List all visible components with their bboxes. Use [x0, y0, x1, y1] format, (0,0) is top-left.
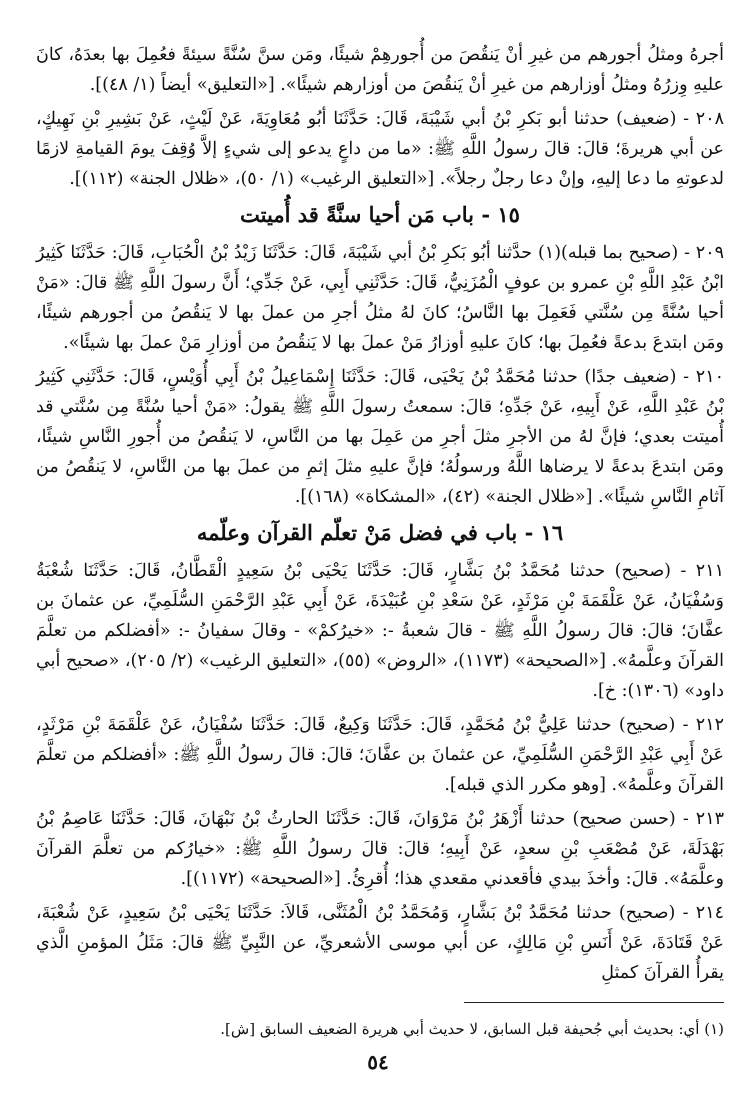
- hadith-209: ٢٠٩ - (صحيح بما قبله)(١) حدَّثنا أبُو بَكرِ بْنُ أبي شَيْبَةَ، قَالَ: حَدَّثَنَا زَيْدُ بْنُ الْحُبَابِ، قَالَ: حَدَّثَنَا كَثِيرُ ابْنُ عَبْدِ اللَّهِ بْنِ عمرو بن عوفٍ الْمُزَنِيُّ، قَالَ: حَدَّثَنِي أَبِي، عَنْ جَدِّي؛ أَنَّ رسولَ اللَّهِ ﷺ قالَ: «مَنْ أحيا سُنَّةً مِن سُنَّتي فَعَمِلَ بها النَّاسُ؛ كانَ لهُ مثلُ أجرِ من عملَ بها لا يَنقُصُ من أجورهم شيئًا، ومَن ابتدعَ بدعةً فعُمِلَ بها؛ كانَ عليهِ أوزارُ مَنْ عملَ بها لا يَنقُصُ من أوزارِ مَنْ عملَ بها شيئًا».: [36, 243, 724, 353]
- hadith-210: ٢١٠ - (ضعيف جدًا) حدثنا مُحَمَّدُ بْنُ يَحْيَى، قَالَ: حَدَّثَنَا إِسْمَاعِيلُ بْنُ أَبِي أُوَيْسٍ، قَالَ: حَدَّثَنِي كَثِيرُ بْنُ عَبْدِ اللَّهِ، عَنْ أَبِيهِ، عَنْ جَدِّهِ؛ قالَ: سمعتُ رسولَ اللَّهِ ﷺ يقولُ: «مَنْ أحيا سُنَّةً مِن سُنَّتي قد أُميتت بعدي؛ فإنَّ لهُ من الأجرِ مثلَ أجرِ من عَمِلَ بها من النَّاسِ، لا يَنقُصُ من أُجورِ النَّاسِ شيئًا، ومَن ابتدعَ بدعةً لا يرضاها اللَّهُ ورسولُهُ؛ فإنَّ عليهِ مثلَ إثمِ من عملَ بها من النَّاسِ، لا يَنقُصُ من آثامِ النَّاسِ شيئًا». [«ظلال الجنة» (٤٢)، «المشكاة» (١٦٨)].: [36, 367, 724, 507]
- page-body: [36, 40, 724, 992]
- hadith-211: ٢١١ - (صحيح) حدثنا مُحَمَّدُ بْنُ بَشَّارٍ، قَالَ: حَدَّثَنَا يَحْيَى بْنُ سَعِيدٍ الْقَطَّانُ، قَالَ: حَدَّثَنَا شُعْبَةُ وَسُفْيَانُ، عَنْ عَلْقَمَةَ بْنِ مَرْثَدٍ، عَنْ سَعْدِ بْنِ عُبَيْدَةَ، عَنْ أَبِي عَبْدِ الرَّحْمَنِ السُّلَمِيِّ، عن عثمانَ بن عفَّانَ؛ قالَ: قالَ رسولُ اللَّهِ ﷺ - قالَ شعبةُ -: «خيرُكمْ» - وقالَ سفيانُ -: «أفضلكم من تعلَّمَ القرآنَ وعلَّمهُ». [«الصحيحة» (١١٧٣)، «الروض» (٥٥)، «التعليق الرغيب» (٢/ ٢٠٥)، «صحيح أبي داود» (١٣٠٦): خ].: [36, 561, 724, 701]
- hadith-208: ٢٠٨ - (ضعيف) حدثنا أبو بَكرِ بْنُ أبي شَيْبَةَ، قَالَ: حَدَّثَنَا أبُو مُعَاوِيَةَ، عَنْ لَيْثٍ، عَنْ بَشِيرِ بْنِ نَهِيكٍ، عن أبي هريرةَ؛ قالَ: قالَ رسولُ اللَّهِ ﷺ: «ما من داعٍ يدعو إلى شيءٍ إلاَّ وُقِفَ يومَ القيامةِ لازمًا لدعوتهِ ما دعا إليهِ، وإنْ دعا رجلٌ رجلاً». [«التعليق الرغيب» (١/ ٥٠)، «ظلال الجنة» (١١٢)].: [36, 109, 724, 189]
- page-number: ٥٤: [367, 1050, 389, 1074]
- paragraph-continuation: أجرهُ ومثلُ أجورهم من غيرِ أنْ يَنقُصَ من أُجورهِمْ شيئًا، ومَن سنَّ سُنَّةً سيئةً فعُمِلَ بها بعدَهُ، كانَ عليهِ وِزرُهُ ومثلُ أوزارهم من غيرِ أنْ يَنقُصَ من أوزارهم شيئًا». [«التعليق» أيضاً (١/ ٤٨)].: [36, 45, 724, 95]
- hadith-213: ٢١٣ - (حسن صحيح) حدثنا أَزْهَرُ بْنُ مَرْوَانَ، قَالَ: حَدَّثَنَا الحارثُ بْنُ نَبْهَانَ، قَالَ: حَدَّثَنَا عَاصِمُ بْنُ بَهْدَلَةَ، عَنْ مُصْعَبِ بْنِ سعدٍ، عَنْ أَبِيهِ؛ قالَ: قالَ رسولُ اللَّهِ ﷺ: «خيارُكم من تعلَّمَ القرآنَ وعلَّمَهُ». قالَ: وأخذَ بيدي فأقعدني مقعدي هذا؛ أُقرِئُ. [«الصحيحة» (١١٧٢)].: [36, 809, 724, 889]
- chapter-15-title: ١٥ - باب مَن أحيا سنَّةً قد أُميتت: [240, 202, 520, 227]
- hadith-214: ٢١٤ - (صحيح) حدثنا مُحَمَّدُ بْنُ بَشَّارٍ، وَمُحَمَّدُ بْنُ الْمُثَنَّى، قَالاَ: حَدَّثَنَا يَحْيَى بْنُ سَعِيدٍ، عَنْ شُعْبَةَ، عَنْ قَتَادَةَ، عَنْ أَنَسِ بْنِ مَالِكٍ، عن أبي موسى الأشعريِّ، عن النَّبِيِّ ﷺ قالَ: مَثَلُ المؤمنِ الَّذي يقرأُ القرآنَ كمثلِ: [36, 903, 724, 983]
- hadith-212: ٢١٢ - (صحيح) حدثنا عَلِيُّ بْنُ مُحَمَّدٍ، قَالَ: حَدَّثَنَا وَكِيعٌ، قَالَ: حَدَّثَنَا سُفْيَانُ، عَنْ عَلْقَمَةَ بْنِ مَرْثَدٍ، عَنْ أَبِي عَبْدِ الرَّحْمَنِ السُّلَمِيِّ، عن عثمانَ بن عفَّانَ؛ قالَ: قالَ رسولُ اللَّهِ ﷺ: «أفضلكم من تعلَّمَ القرآنَ وعلَّمهُ». [وهو مكرر الذي قبله].: [36, 715, 724, 795]
- footnote: (١) أي: بحديث أبي جُحيفة قبل السابق، لا حديث أبي هريرة الضعيف السابق [ش].: [220, 1020, 724, 1038]
- chapter-16-title: ١٦ - باب في فضل مَنْ تعلّم القرآن وعلّمه: [196, 520, 564, 545]
